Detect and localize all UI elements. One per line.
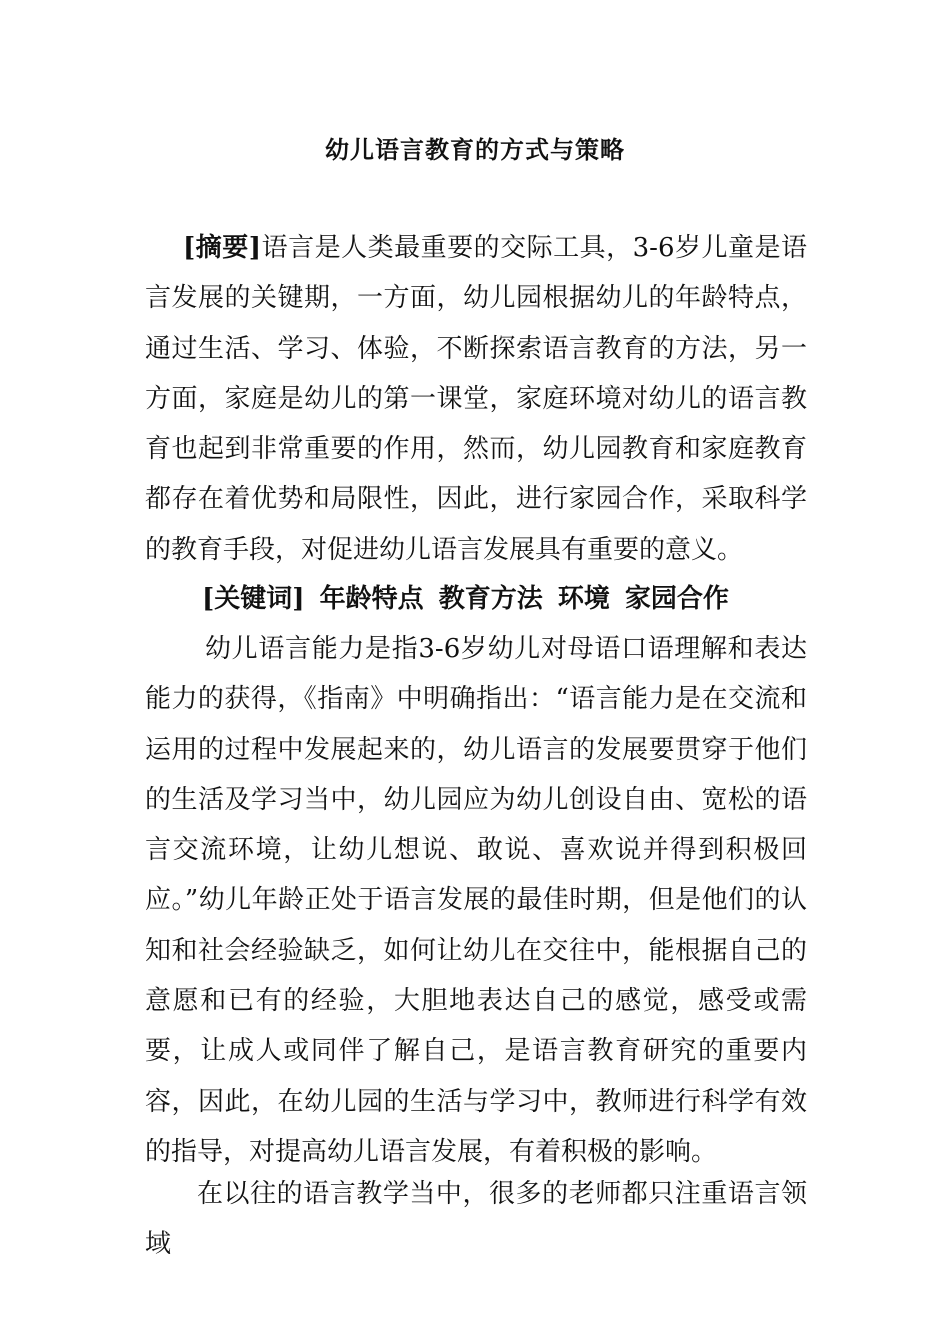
keyword-item: 家园合作 xyxy=(624,584,729,614)
keyword-item: 教育方法 xyxy=(438,584,543,614)
keyword-item: 年龄特点 xyxy=(319,584,424,614)
keywords-label: [关键词] xyxy=(202,584,305,614)
body-paragraph: 幼儿语言能力是指3-6岁幼儿对母语口语理解和表达能力的获得，《指南》中明确指出：“语言能力是在交流和运用的过程中发展起来的，幼儿语言的发展要贯穿于他们的生活及学习当中，幼儿园应为幼儿创设自由、宽松的语言交流环境，让幼儿想说、敢说、喜欢说并得到积极回应。”幼儿年龄正处于语言发展的最佳时期，但是他们的认知和社会经验缺乏，如何让幼儿在交往中，能根据自己的意愿和已有的经验，大胆地表达自己的感觉，感受或需要，让成人或同伴了解自己，是语言教育研究的重要内容，因此，在幼儿园的生活与学习中，教师进行科学有效的指导，对提高幼儿语言发展，有着积极的影响。 xyxy=(145,634,807,1167)
abstract-paragraph xyxy=(145,223,807,575)
abstract-text: 语言是人类最重要的交际工具，3-6岁儿童是语言发展的关键期，一方面，幼儿园根据幼儿的年龄特点，通过生活、学习、体验，不断探索语言教育的方法，另一方面，家庭是幼儿的第一课堂，家庭环境对幼儿的语言教育也起到非常重要的作用，然而，幼儿园教育和家庭教育都存在着优势和局限性，因此，进行家园合作，采取科学的教育手段，对促进幼儿语言发展具有重要的意义。 xyxy=(145,233,807,565)
document-title: 幼儿语言教育的方式与策略 xyxy=(325,135,625,164)
keyword-item: 环境 xyxy=(557,584,610,614)
abstract-label: [摘要] xyxy=(183,233,262,263)
keywords-line xyxy=(202,577,729,621)
body-paragraph: 在以往的语言教学当中，很多的老师都只注重语言领域 xyxy=(145,1179,807,1260)
